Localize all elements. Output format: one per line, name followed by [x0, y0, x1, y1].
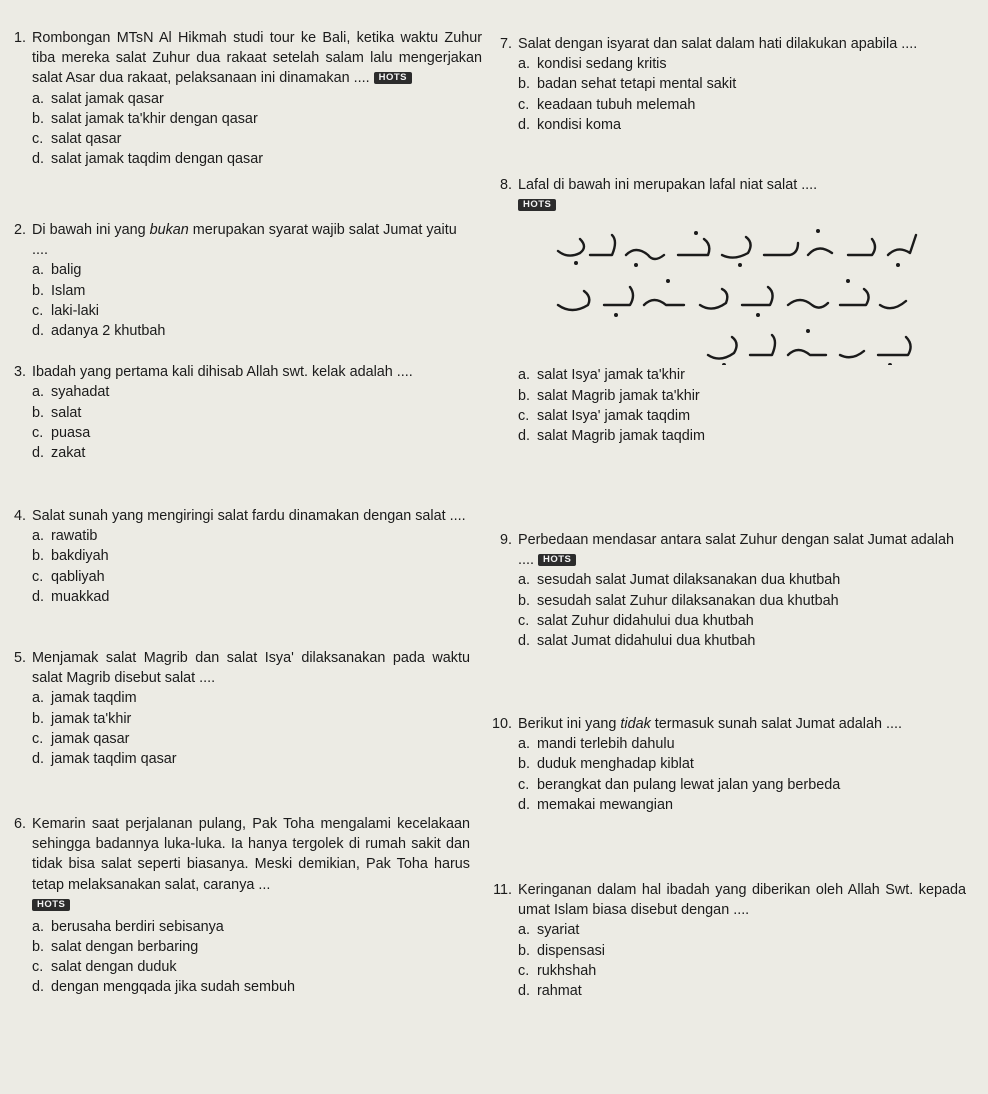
option-c[interactable]: c. salat dengan duduk — [32, 959, 177, 976]
options-list — [518, 54, 966, 135]
option-a[interactable]: a. sesudah salat Jumat dilaksanakan dua khutbah — [518, 572, 841, 589]
question-number: 5. — [13, 650, 26, 666]
option-a[interactable]: a. mandi terlebih dahulu — [518, 736, 675, 753]
option-a[interactable]: a. balig — [32, 262, 82, 279]
option-b[interactable]: b. duduk menghadap kiblat — [518, 756, 694, 773]
hots-badge: HOTS — [32, 899, 70, 911]
question-11 — [486, 880, 966, 1001]
question-7 — [486, 34, 966, 135]
question-10 — [486, 714, 966, 815]
options-list — [518, 920, 966, 1001]
question-4 — [0, 506, 470, 607]
question-1 — [0, 28, 482, 169]
options-list — [518, 734, 966, 815]
option-b[interactable]: b. sesudah salat Zuhur dilaksanakan dua khutbah — [518, 592, 839, 609]
question-stem: Salat sunah yang mengiringi salat fardu dinamakan dengan salat .... — [32, 508, 466, 524]
hots-badge: HOTS — [538, 554, 576, 566]
option-c[interactable]: c. jamak qasar — [32, 730, 130, 747]
option-d[interactable]: d. muakkad — [32, 588, 110, 605]
question-number: 1. — [13, 30, 26, 46]
question-number: 8. — [499, 177, 512, 193]
hots-badge: HOTS — [374, 72, 412, 84]
option-b[interactable]: b. salat dengan berbaring — [32, 939, 199, 956]
option-b[interactable]: b. salat Magrib jamak ta'khir — [518, 387, 700, 404]
options-list — [32, 895, 470, 998]
question-stem: Di bawah ini yang bukan merupakan syarat wajib salat Jumat yaitu .... — [32, 222, 457, 259]
option-d[interactable]: d. zakat — [32, 445, 86, 462]
question-number: 11. — [493, 882, 512, 898]
option-c[interactable]: c. salat qasar — [32, 131, 122, 148]
option-d[interactable]: d. rahmat — [518, 983, 582, 1000]
option-c[interactable]: c. berangkat dan pulang lewat jalan yang berbeda — [518, 776, 841, 793]
options-list — [518, 365, 966, 446]
question-number: 7. — [499, 36, 512, 52]
options-list — [32, 382, 460, 464]
options-list — [518, 570, 966, 651]
question-stem: Ibadah yang pertama kali dihisab Allah swt. kelak adalah .... — [32, 364, 413, 380]
option-a[interactable]: a. jamak taqdim — [32, 690, 137, 707]
question-stem: Perbedaan mendasar antara salat Zuhur dengan salat Jumat adalah .... HOTS — [518, 532, 955, 569]
question-stem: Salat dengan isyarat dan salat dalam hati dilakukan apabila .... — [518, 36, 918, 52]
option-c[interactable]: c. salat Zuhur didahului dua khutbah — [518, 612, 754, 629]
option-d[interactable]: d. memakai mewangian — [518, 796, 673, 813]
option-a[interactable]: a. syariat — [518, 922, 580, 939]
option-a[interactable]: a. rawatib — [32, 528, 98, 545]
question-stem: Lafal di bawah ini merupakan lafal niat salat .... HOTS — [518, 177, 818, 211]
option-b[interactable]: b. Islam — [32, 282, 86, 299]
option-b[interactable]: b. salat — [32, 404, 82, 421]
question-number: 4. — [13, 508, 26, 524]
arabic-niat-text — [518, 215, 966, 365]
option-b[interactable]: b. salat jamak ta'khir dengan qasar — [32, 110, 258, 127]
option-c[interactable]: c. laki-laki — [32, 302, 99, 319]
options-list — [32, 688, 470, 769]
option-d[interactable]: d. jamak taqdim qasar — [32, 751, 177, 768]
question-number: 3. — [13, 364, 26, 380]
option-c[interactable]: c. salat Isya' jamak taqdim — [518, 407, 691, 424]
question-5 — [0, 648, 470, 769]
option-b[interactable]: b. badan sehat tetapi mental sakit — [518, 76, 737, 93]
question-number: 9. — [499, 532, 512, 548]
option-d[interactable]: d. salat jamak taqdim dengan qasar — [32, 151, 263, 168]
option-d[interactable]: d. adanya 2 khutbah — [32, 323, 166, 340]
question-stem: Kemarin saat perjalanan pulang, Pak Toha mengalami kecelakaan sehingga badannya luka-luka. Ia hanya tergolek di rumah sakit dan tidak bisa salat seperti biasanya. Meski demikian, Pak Toha harus tetap melaksanakan salat, caranya ... — [32, 816, 470, 893]
question-number: 10. — [491, 716, 512, 732]
option-b[interactable]: b. bakdiyah — [32, 548, 109, 565]
option-d[interactable]: d. salat Jumat didahului dua khutbah — [518, 633, 756, 650]
options-list — [32, 89, 482, 170]
question-number: 2. — [13, 222, 26, 238]
question-3 — [0, 362, 460, 464]
question-9 — [486, 530, 966, 651]
option-d[interactable]: d. salat Magrib jamak taqdim — [518, 428, 705, 445]
option-a[interactable]: a. salat Isya' jamak ta'khir — [518, 367, 685, 384]
options-list — [32, 526, 470, 607]
question-stem: Berikut ini yang tidak termasuk sunah salat Jumat adalah .... — [518, 716, 902, 732]
option-d[interactable]: d. kondisi koma — [518, 116, 621, 133]
question-stem: Keringanan dalam hal ibadah yang diberikan oleh Allah Swt. kepada umat Islam biasa disebut dengan .... — [518, 882, 966, 919]
arabic-calligraphy-image — [518, 215, 938, 365]
options-list — [32, 260, 300, 341]
option-c[interactable]: c. rukhshah — [518, 962, 597, 979]
question-number: 6. — [13, 816, 26, 832]
hots-badge: HOTS — [518, 199, 556, 211]
option-a[interactable]: a. kondisi sedang kritis — [518, 56, 667, 73]
question-stem: Menjamak salat Magrib dan salat Isya' dilaksanakan pada waktu salat Magrib disebut salat .... — [32, 650, 470, 687]
option-c[interactable]: c. puasa — [32, 425, 91, 442]
option-b[interactable]: b. dispensasi — [518, 942, 605, 959]
option-b[interactable]: b. jamak ta'khir — [32, 710, 132, 727]
option-a[interactable]: a. syahadat — [32, 384, 110, 401]
option-a[interactable]: a. berusaha berdiri sebisanya — [32, 918, 224, 935]
option-c[interactable]: c. qabliyah — [32, 568, 105, 585]
question-2 — [0, 220, 457, 341]
option-c[interactable]: c. keadaan tubuh melemah — [518, 96, 696, 113]
question-stem: Rombongan MTsN Al Hikmah studi tour ke Bali, ketika waktu Zuhur tiba mereka salat Zuhur dua rakaat setelah salam lalu mengerjakan salat Asar dua rakaat, pelaksanaan ini dinamakan .... HOTS — [32, 30, 482, 87]
question-8 — [486, 175, 966, 446]
option-d[interactable]: d. dengan mengqada jika sudah sembuh — [32, 979, 296, 996]
option-a[interactable]: a. salat jamak qasar — [32, 90, 164, 107]
question-6 — [0, 814, 470, 998]
